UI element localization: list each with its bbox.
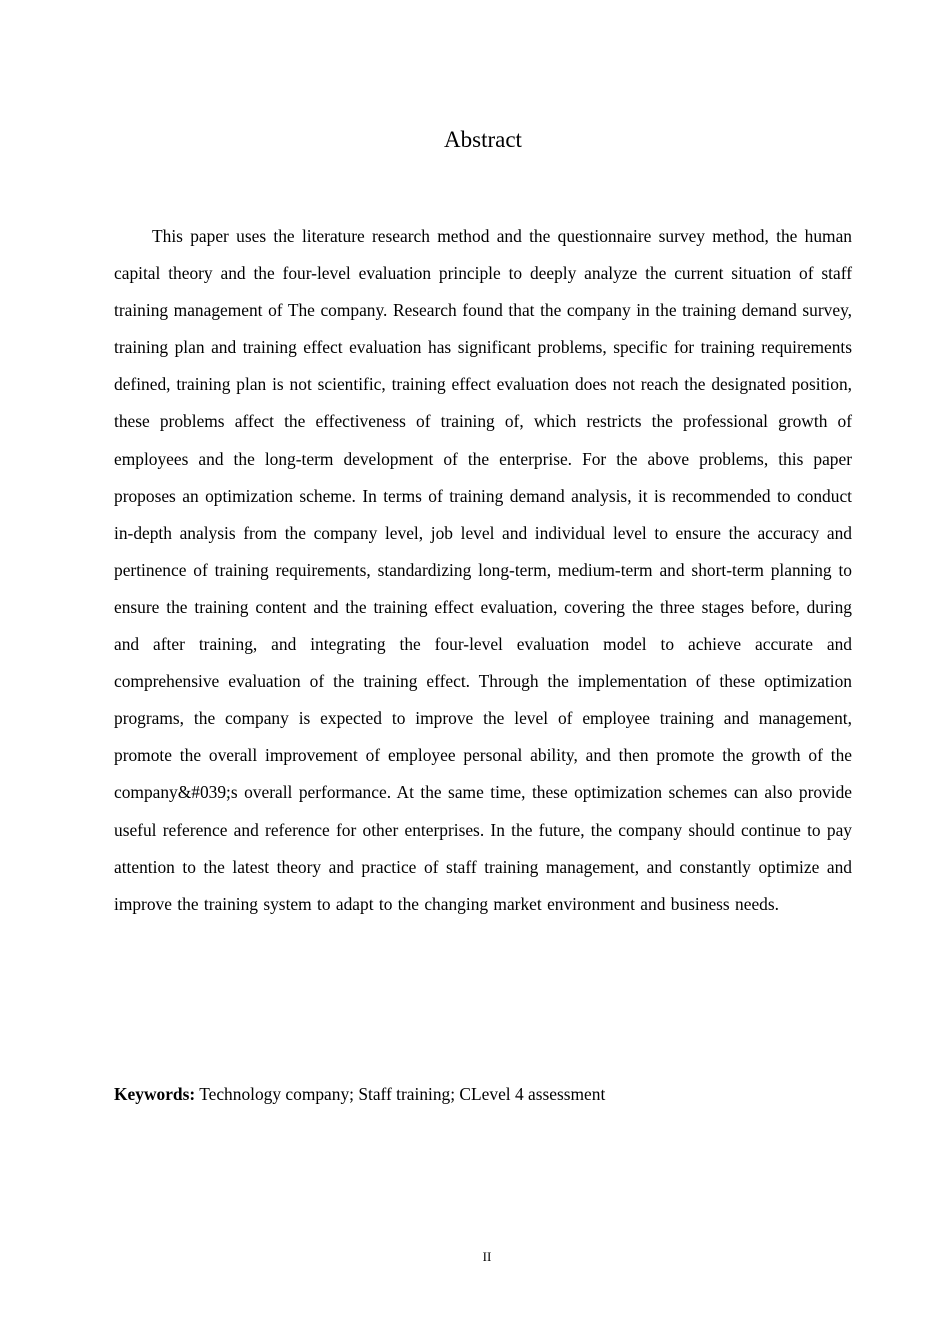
page-title: Abstract	[444, 127, 522, 152]
keywords-text: Technology company; Staff training; CLevel 4 assessment	[199, 1084, 606, 1104]
page-number: II	[482, 1249, 492, 1264]
keywords-label: Keywords:	[114, 1084, 196, 1104]
keywords-line	[114, 1078, 852, 1110]
abstract-body: This paper uses the literature research method and the questionnaire survey method, the human capital theory and the four-level evaluation principle to deeply analyze the current situation of staff training management of The company. Research found that the company in the training demand survey, training plan and training effect evaluation has significant problems, specific for training requirements defined, training plan is not scientific, training effect evaluation does not reach the designated position, these problems affect the effectiveness of training of, which restricts the professional growth of employees and the long-term development of the enterprise. For the above problems, this paper proposes an optimization scheme. In terms of training demand analysis, it is recommended to conduct in-depth analysis from the company level, job level and individual level to ensure the accuracy and pertinence of training requirements, standardizing long-term, medium-term and short-term planning to ensure the training content and the training effect evaluation, covering the three stages before, during and after training, and integrating the four-level evaluation model to achieve accurate and comprehensive evaluation of the training effect. Through the implementation of these optimization programs, the company is expected to improve the level of employee training and management, promote the overall improvement of employee personal ability, and then promote the growth of the company&#039;s overall performance. At the same time, these optimization schemes can also provide useful reference and reference for other enterprises. In the future, the company should continue to pay attention to the latest theory and practice of staff training management, and constantly optimize and improve the training system to adapt to the changing market environment and business needs.	[114, 226, 852, 914]
